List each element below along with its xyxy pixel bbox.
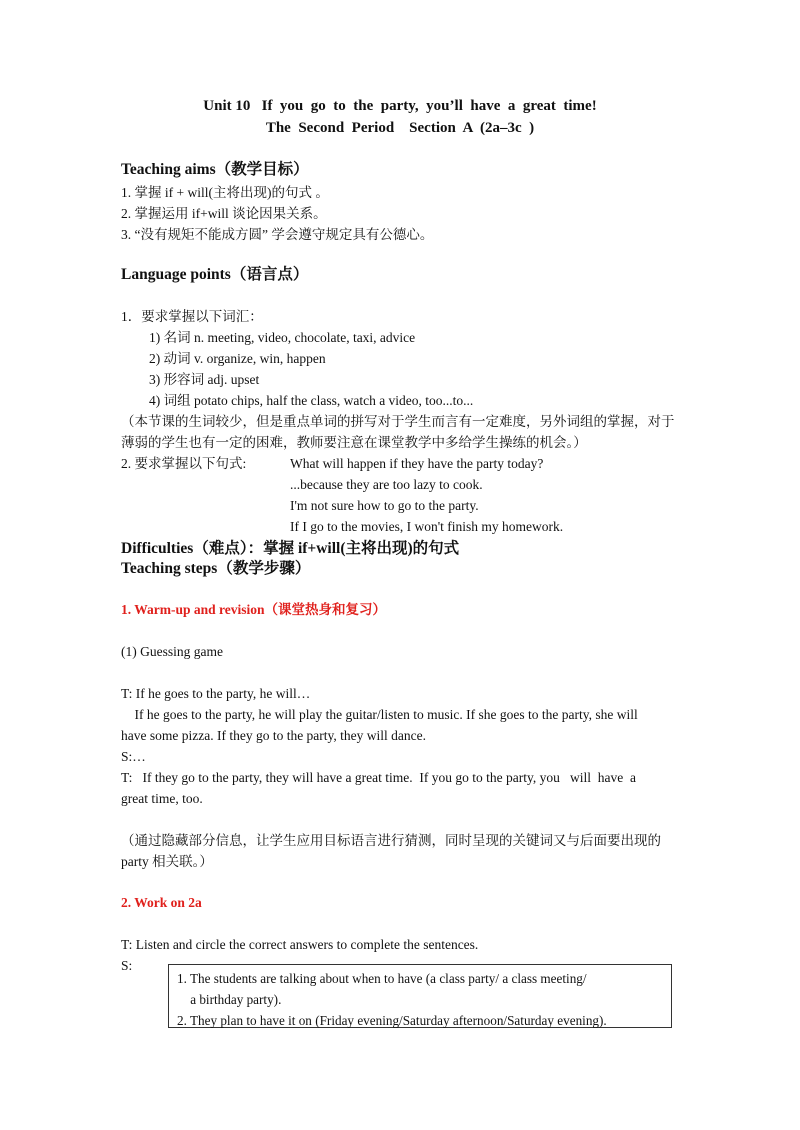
vocab-item-4: 4) 词组 potato chips, half the class, watch a video, too...to...	[149, 393, 474, 408]
vocab-item-2: 2) 动词 v. organize, win, happen	[149, 351, 326, 366]
step2-teacher-line: T: Listen and circle the correct answers to complete the sentences.	[121, 937, 479, 952]
aim-item-2: 2. 掌握运用 if+will 谈论因果关系。	[121, 206, 327, 221]
answer-box-line-2: a birthday party).	[177, 992, 282, 1007]
step2-heading: 2. Work on 2a	[121, 895, 202, 910]
vocab-intro: 1．要求掌握以下词汇：	[121, 309, 263, 324]
step1-heading: 1. Warm-up and revision（课堂热身和复习）	[121, 602, 387, 617]
difficulties-heading: Difficulties（难点）：掌握 if+will(主将出现)的句式	[121, 540, 460, 557]
answer-box	[168, 964, 672, 1028]
aim-item-3: 3. “没有规矩不能成方圆” 学会遵守规定具有公德心。	[121, 227, 434, 242]
sentence-2: ...because they are too lazy to cook.	[290, 477, 483, 492]
sentence-4: If I go to the movies, I won't finish my homework.	[290, 519, 564, 534]
aim-item-1: 1. 掌握 if + will(主将出现)的句式 。	[121, 185, 329, 200]
step1-student-line: S:…	[121, 749, 146, 764]
title-line-1: Unit 10 If you go to the party, you’ll have a great time!	[203, 98, 597, 114]
step1-paragraph-line-1: If he goes to the party, he will play the guitar/listen to music. If she goes to the party, she will	[121, 707, 638, 722]
step1-note-line-2: party 相关联。）	[121, 854, 213, 869]
answer-box-line-3: 2. They plan to have it on (Friday evening/Saturday afternoon/Saturday evening).	[177, 1013, 607, 1028]
steps-heading: Teaching steps（教学步骤）	[121, 560, 311, 577]
vocab-item-1: 1) 名词 n. meeting, video, chocolate, taxi, advice	[149, 330, 416, 345]
language-heading: Language points（语言点）	[121, 266, 309, 283]
vocab-note-line-2: 薄弱的学生也有一定的困难，教师要注意在课堂教学中多给学生操练的机会。）	[121, 435, 587, 450]
vocab-item-3: 3) 形容词 adj. upset	[149, 372, 260, 387]
step1-paragraph-line-2: have some pizza. If they go to the party, they will dance.	[121, 728, 427, 743]
step1-teacher-line-2: T: If they go to the party, they will have a great time. If you go to the party, you will have a	[121, 770, 636, 785]
sentence-intro: 2. 要求掌握以下句式:	[121, 456, 247, 471]
step2-student-label: S:	[121, 958, 133, 973]
step1-subheading: (1) Guessing game	[121, 644, 223, 659]
aims-heading: Teaching aims（教学目标）	[121, 161, 309, 178]
vocab-note-line-1: （本节课的生词较少，但是重点单词的拼写对于学生而言有一定难度，另外词组的掌握，对于	[121, 414, 675, 429]
answer-box-line-1: 1. The students are talking about when to have (a class party/ a class meeting/	[177, 971, 587, 986]
sentence-1: What will happen if they have the party today?	[290, 456, 544, 471]
step1-teacher-line-3: great time, too.	[121, 791, 203, 806]
title-line-2: The Second Period Section A (2a–3c )	[265, 120, 535, 136]
step1-teacher-line: T: If he goes to the party, he will…	[121, 686, 311, 701]
step1-note-line-1: （通过隐藏部分信息，让学生应用目标语言进行猜测，同时呈现的关键词又与后面要出现的	[121, 833, 661, 848]
sentence-3: I'm not sure how to go to the party.	[290, 498, 479, 513]
